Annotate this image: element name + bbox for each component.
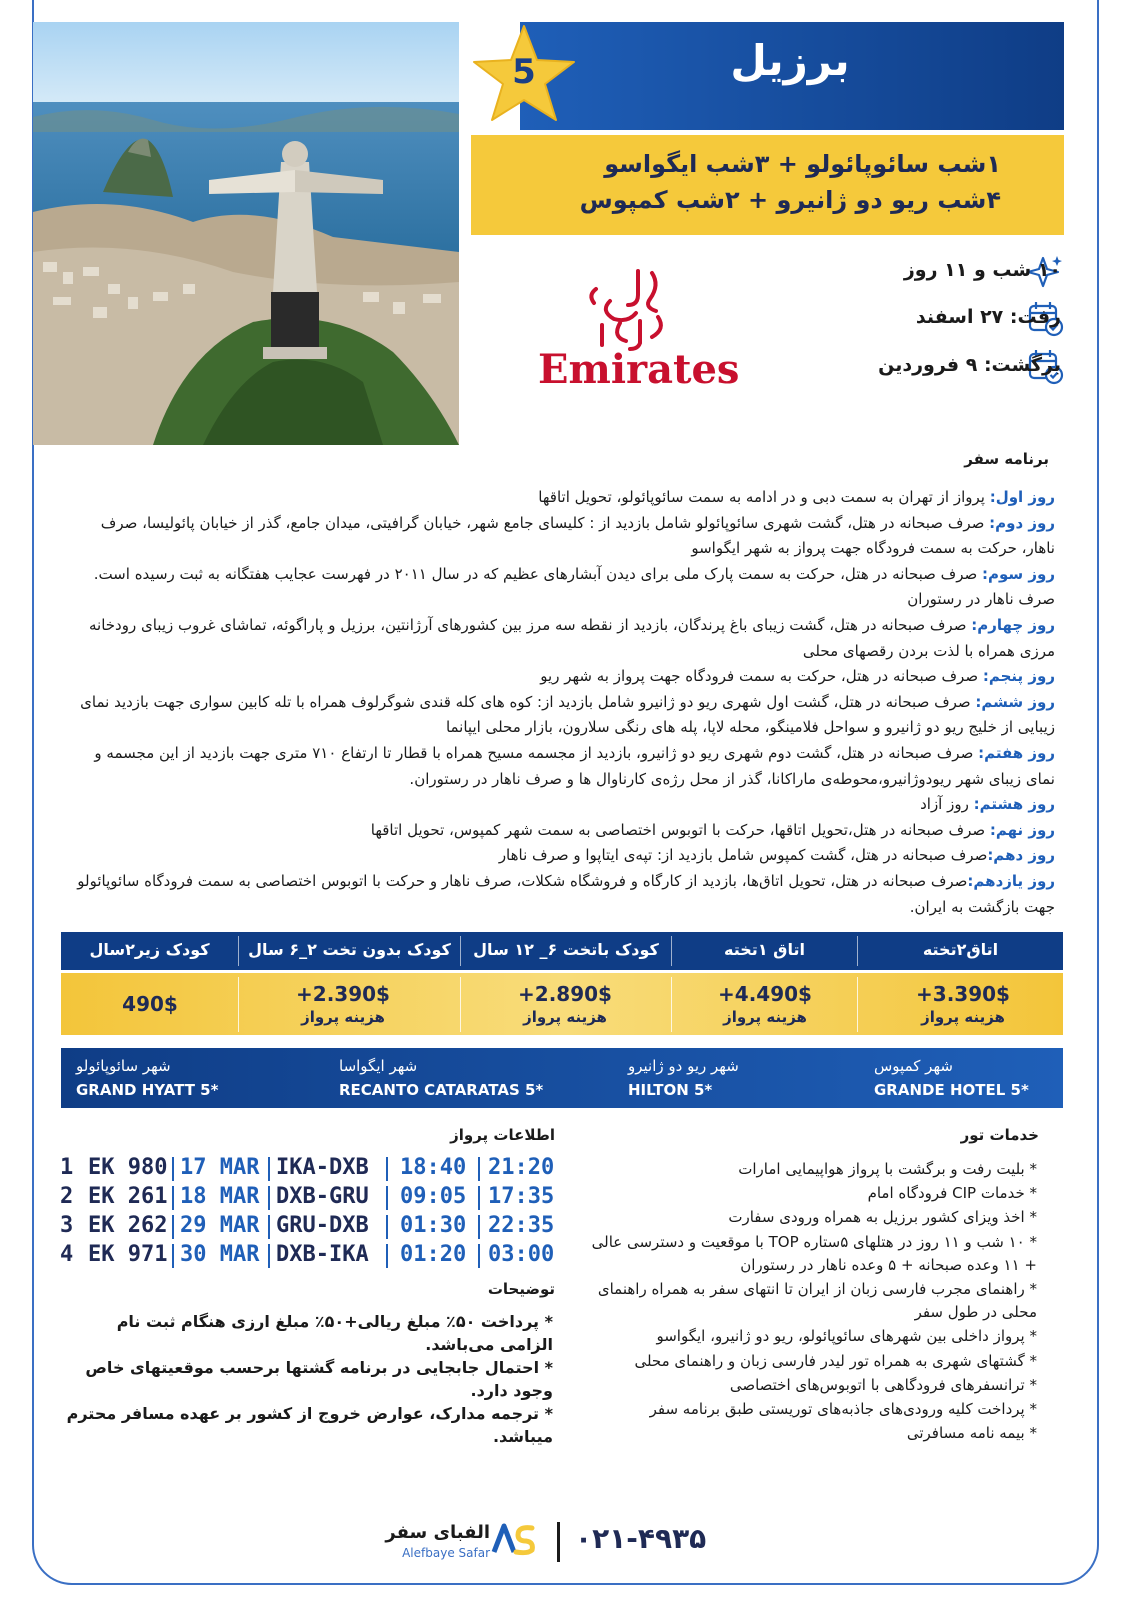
hotel-city: شهر کمپوس bbox=[874, 1057, 953, 1075]
itinerary-day: روز هفتم: صرف صبحانه در هتل، گشت دوم شهری ریو دو ژانیرو، بازدید از مجسمه مسیح همراه با قطار تا ارتفاع ۷۱۰ متری جهت بازدید از این مجسمه و نمای زیبای شهر ریودوژانیرو،محوطه‌ی ماراکانا، گذر از محل رژه‌ی کارناوال ها و صرف ناهار در رستوران. bbox=[94, 743, 1055, 788]
itinerary-day: روز هشتم: روز آزاد bbox=[920, 795, 1055, 814]
price-divider bbox=[460, 977, 461, 1032]
return-date: برگشت: ۹ فروردین bbox=[878, 354, 1061, 376]
price-divider bbox=[857, 977, 858, 1032]
service-item: * پرداخت کلیه ورودی‌های جاذبه‌های توریستی طبق برنامه سفر bbox=[649, 1400, 1037, 1419]
airline-name: Emirates bbox=[538, 346, 740, 393]
note-item: * احتمال جابجایی در برنامه گشتها برحسب موقعیتهای خاص وجود دارد. bbox=[85, 1358, 553, 1400]
hotel-name: GRAND HYATT 5* bbox=[76, 1081, 219, 1099]
hotel-city: شهر ایگواسا bbox=[339, 1057, 418, 1075]
notes-title: توضیحات bbox=[487, 1280, 555, 1298]
route-line-1: ۱شب سائوپائولو + ۳شب ایگواسو bbox=[604, 150, 1001, 178]
route-line-2: ۴شب ریو دو ژانیرو + ۲شب کمپوس bbox=[579, 186, 1001, 214]
departure-date: رفت: ۲۷ اسفند bbox=[915, 306, 1061, 328]
note-item: * پرداخت ۵۰٪ مبلغ ریالی+۵۰٪ مبلغ ارزی هنگام ثبت نام الزامی می‌باشد. bbox=[116, 1312, 553, 1354]
price-note: هزینه پرواز bbox=[723, 1008, 807, 1026]
services-list bbox=[575, 1158, 1037, 1446]
itinerary-day: روز دوم: صرف صبحانه در هتل، گشت شهری سائوپائولو شامل بازدید از : کلیسای جامع شهر، خیابان گرافیتی، میدان جامع، گذر از خیابان پائولیسا، صرف ناهار، حرکت به سمت فرودگاه جهت پرواز به شهر ایگواسو bbox=[100, 513, 1055, 558]
rio-photo bbox=[33, 22, 459, 445]
alefbaye-safar-logo-icon bbox=[490, 1522, 536, 1556]
services-title: خدمات تور bbox=[960, 1126, 1039, 1144]
brand-name-en: Alefbaye Safar bbox=[402, 1546, 490, 1560]
brand-name-fa: الفبای سفر bbox=[385, 1522, 490, 1543]
price-note: هزینه پرواز bbox=[921, 1008, 1005, 1026]
phone-number[interactable]: ۰۲۱-۴۹۳۵ bbox=[575, 1522, 707, 1555]
note-item: * ترجمه مدارک، عوارض خروج از کشور بر عهده مسافر محترم میباشد. bbox=[66, 1404, 553, 1446]
itinerary-day: روز دهم:صرف صبحانه در هتل، گشت کمپوس شامل بازدید از: تپه‌ی ایتاپوا و صرف ناهار bbox=[498, 846, 1055, 865]
price-note: هزینه پرواز bbox=[301, 1008, 385, 1026]
notes-list bbox=[65, 1310, 553, 1448]
service-item: * بیمه نامه مسافرتی bbox=[906, 1424, 1037, 1443]
price-infant: 490$ bbox=[122, 992, 178, 1016]
price-header-single: اتاق ۱تخته bbox=[724, 940, 805, 959]
flights-title: اطلاعات پرواز bbox=[450, 1126, 555, 1144]
service-item: * اخذ ویزای کشور برزیل به همراه ورودی سفارت bbox=[728, 1208, 1037, 1227]
price-header-infant: کودک زیر۲سال bbox=[89, 940, 210, 959]
itinerary-list bbox=[70, 485, 1055, 920]
price-header-child-nobed: کودک بدون تخت ۲_۶ سال bbox=[248, 940, 451, 959]
itinerary-day: روز پنجم: صرف صبحانه در هتل، حرکت به سمت فرودگاه جهت پرواز به شهر ریو bbox=[540, 667, 1055, 686]
price-divider bbox=[671, 977, 672, 1032]
hotel-name: GRANDE HOTEL 5* bbox=[874, 1081, 1029, 1099]
itinerary-title: برنامه سفر bbox=[964, 450, 1049, 468]
itinerary-day: روز ششم: صرف صبحانه در هتل، گشت اول شهری ریو دو ژانیرو شامل بازدید از: کوه های کله قندی شوگرلوف همراه با تله کابین سواری جهت بازدید نمای زیبایی از خلیج ریو دو ژانیرو و سواحل فلامینگو، محله لاپا، پله های رنگی سلارون، بازار محلی ایپانما bbox=[80, 692, 1055, 737]
itinerary-day: روز چهارم: صرف صبحانه در هتل، گشت زیبای باغ پرندگان، بازدید از نقطه سه مرز بین کشورهای آرژانتین، برزیل و پاراگوئه، تماشای غروب زیبای رودخانه مرزی همراه با لذت بردن رقصهای محلی bbox=[89, 615, 1055, 660]
price-divider bbox=[238, 977, 239, 1032]
price-header-child-bed: کودک باتخت ۶_ ۱۲ سال bbox=[473, 940, 659, 959]
price-note: هزینه پرواز bbox=[523, 1008, 607, 1026]
hotel-city: شهر ریو دو ژانیرو bbox=[628, 1057, 739, 1075]
destination-title: برزیل bbox=[730, 36, 850, 85]
itinerary-day: روز اول: پرواز از تهران به سمت دبی و در ادامه به سمت سائوپائولو، تحویل اتاقها bbox=[538, 488, 1055, 506]
service-item: * گشتهای شهری به همراه تور لیدر فارسی زبان و راهنمای محلی bbox=[634, 1351, 1037, 1370]
price-child-nobed: 2.390$+ bbox=[296, 982, 390, 1006]
itinerary-day: روز یازدهم:صرف صبحانه در هتل، تحویل اتاق‌ها، بازدید از کارگاه و فروشگاه شکلات، صرف ناهار و حرکت با اتوبوس اختصاصی به سمت فرودگاه سائوپائولو جهت بازگشت به ایران. bbox=[77, 871, 1055, 916]
service-item: * راهنمای مجرب فارسی زبان از ایران تا انتهای سفر به همراه راهنمای محلی در طول سفر bbox=[597, 1280, 1037, 1322]
price-single: 4.490$+ bbox=[718, 982, 812, 1006]
hotel-name: RECANTO CATARATAS 5* bbox=[339, 1081, 544, 1099]
price-header-double: اتاق۲تخته bbox=[922, 940, 999, 959]
hotel-name: HILTON 5* bbox=[628, 1081, 713, 1099]
hotel-city: شهر سائوپائولو bbox=[76, 1057, 171, 1075]
service-item: * ۱۰ شب و ۱۱ روز در هتلهای ۵ستاره TOP با موقعیت و دسترسی عالی + ۱۱ وعده صبحانه + ۵ وعده ناهار در رستوران bbox=[591, 1232, 1037, 1274]
star-number: 5 bbox=[512, 52, 536, 92]
footer-divider bbox=[557, 1522, 560, 1562]
price-child-bed: 2.890$+ bbox=[518, 982, 612, 1006]
itinerary-day: روز نهم: صرف صبحانه در هتل،تحویل اتاقها، حرکت با اتوبوس اختصاصی به سمت شهر کمپوس، تحویل اتاقها bbox=[370, 820, 1055, 839]
service-item: * بلیت رفت و برگشت با پرواز هواپیمایی امارات bbox=[738, 1160, 1037, 1178]
service-item: * خدمات CIP فرودگاه امام bbox=[867, 1184, 1037, 1203]
itinerary-day: روز سوم: صرف صبحانه در هتل، حرکت به سمت پارک ملی برای دیدن آبشارهای عظیم که در سال ۲۰۱۱ در فهرست عجایب هفتگانه به ثبت رسیده است. صرف ناهار در رستوران bbox=[93, 564, 1055, 609]
trip-duration: ۱۰ شب و ۱۱ روز bbox=[903, 259, 1061, 281]
service-item: * پرواز داخلی بین شهرهای سائوپائولو، ریو دو ژانیرو، ایگواسو bbox=[656, 1327, 1037, 1346]
price-double: 3.390$+ bbox=[916, 982, 1010, 1006]
service-item: * ترانسفرهای فرودگاهی با اتوبوس‌های اختصاصی bbox=[729, 1375, 1037, 1394]
